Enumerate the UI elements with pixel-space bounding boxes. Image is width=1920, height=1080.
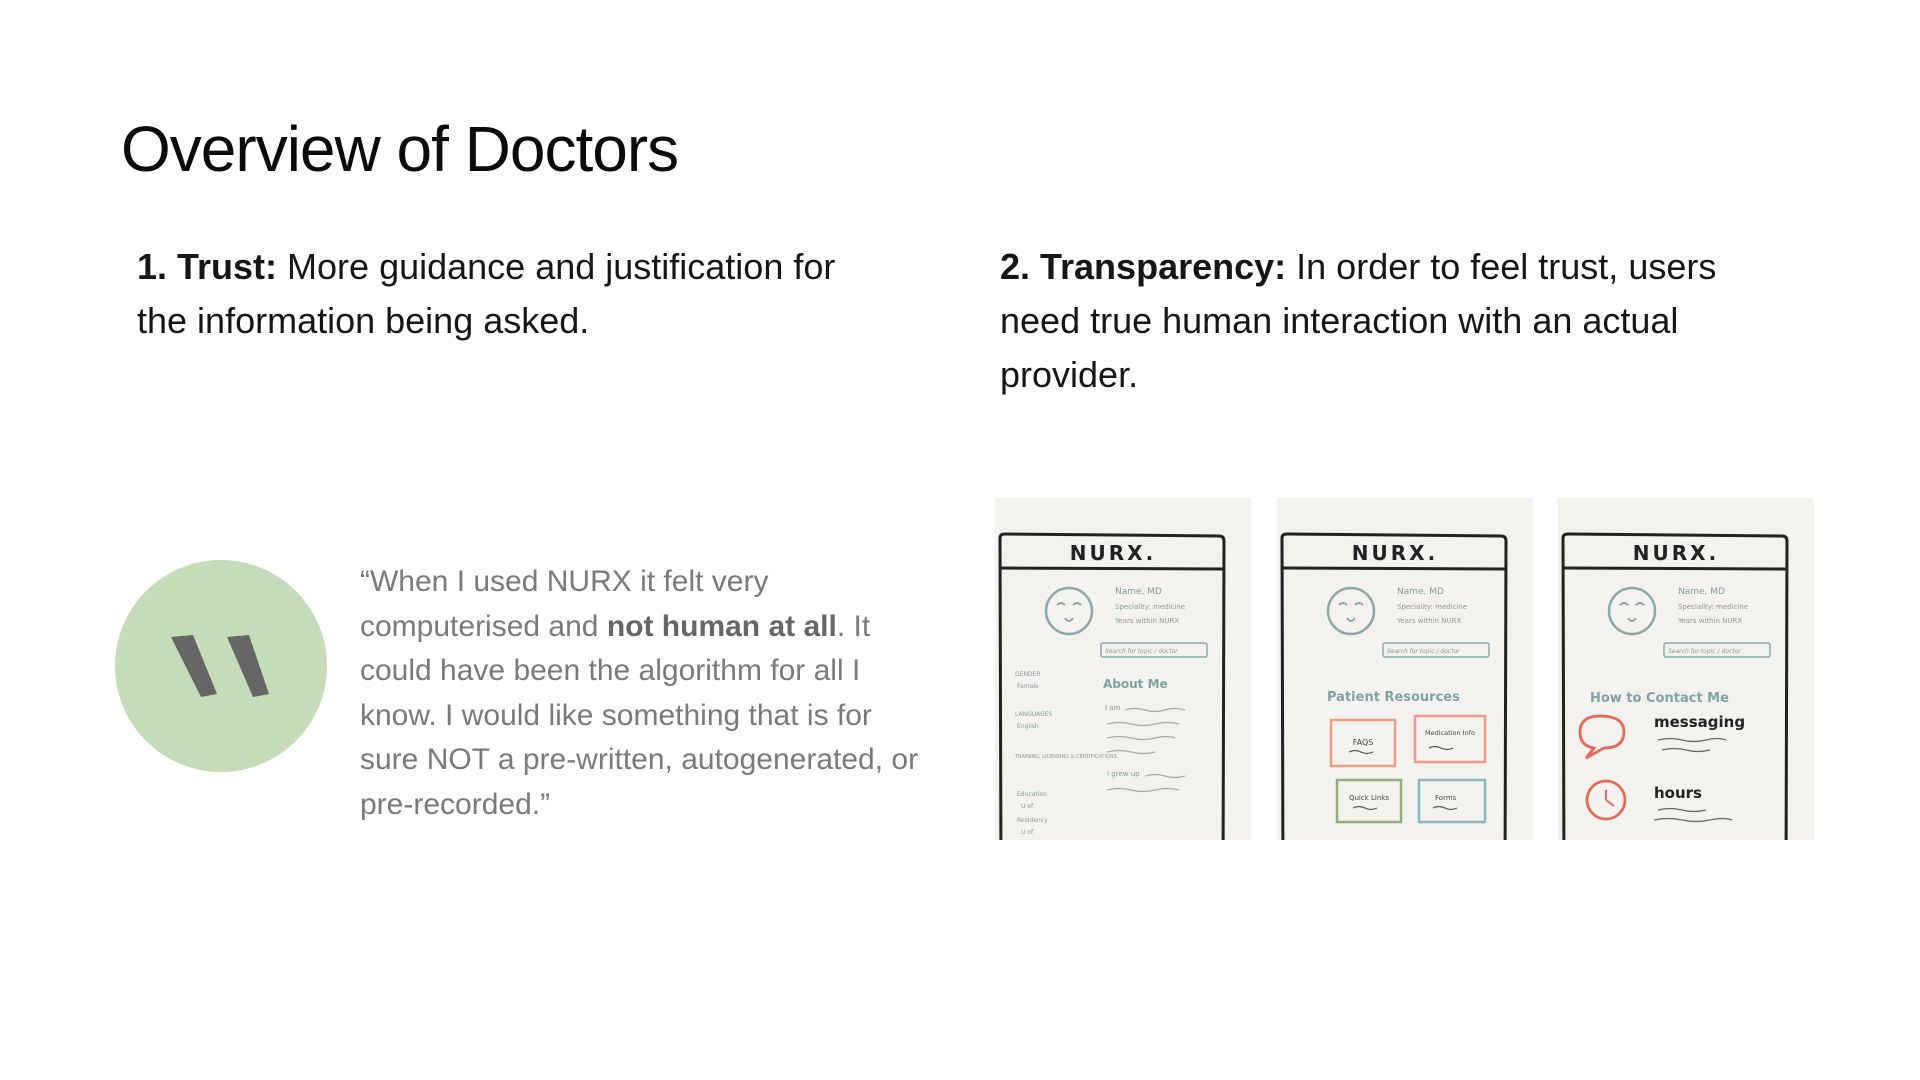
smiley-icon — [1046, 588, 1092, 634]
user-quote-part2: . It could have been the algorithm for all I know. I would like something that is for sure NOT a pre-written, autogenerated, or pre-recorded.” — [360, 609, 919, 821]
sketch-section-title: How to Contact Me — [1590, 691, 1729, 706]
sketch-patient-resources — [1277, 498, 1533, 840]
sketch-bio-line: I grew up — [1107, 770, 1140, 778]
sketch-specialty: Speciality: medicine — [1678, 603, 1749, 611]
sketch-sidebar-item: Education — [1017, 791, 1047, 798]
insight-trust-text: More guidance and justification for the information being asked. — [137, 246, 836, 341]
smiley-icon — [1328, 588, 1374, 634]
sketch-sidebar-item: U of — [1021, 803, 1034, 810]
sketch-sidebar-item: U of — [1021, 829, 1034, 836]
sketch-sidebar-item: LANGUAGES — [1015, 711, 1053, 718]
smiley-icon — [1609, 588, 1655, 634]
insight-transparency — [1000, 240, 1760, 402]
sketch-search-input: Search for topic / doctor — [1105, 648, 1178, 655]
sketch-contact-item: hours — [1654, 784, 1702, 802]
sketch-about-me — [995, 498, 1251, 840]
sketch-tenure: Years within NURX — [1678, 617, 1743, 625]
quote-icon — [115, 560, 327, 772]
sketch-search-input: Search for topic / doctor — [1668, 648, 1741, 655]
insight-trust-label: 1. Trust: — [137, 246, 278, 287]
sketch-tile-label: Forms — [1435, 794, 1457, 802]
sketch-brand: NURX. — [1351, 541, 1439, 565]
sketch-specialty: Speciality: medicine — [1115, 603, 1186, 611]
sketch-contact-item: messaging — [1654, 713, 1746, 731]
sketch-tenure: Years within NURX — [1115, 617, 1180, 625]
sketch-sidebar-item: Female — [1017, 683, 1039, 690]
sketch-name: Name, MD — [1678, 587, 1725, 597]
sketch-brand: NURX. — [1069, 541, 1157, 565]
sketch-search-input: Search for topic / doctor — [1387, 648, 1460, 655]
sketch-name: Name, MD — [1115, 587, 1162, 597]
sketch-section-title: About Me — [1103, 677, 1168, 691]
sketch-sidebar-item: Residency — [1017, 817, 1048, 824]
speech-bubble-icon — [1580, 716, 1624, 758]
sketch-section-title: Patient Resources — [1327, 690, 1460, 705]
clock-icon — [1587, 781, 1625, 819]
insight-trust — [137, 240, 857, 348]
sketch-contact — [1558, 498, 1814, 840]
quote-badge — [115, 560, 327, 772]
user-quote — [360, 560, 920, 827]
insight-transparency-label: 2. Transparency: — [1000, 246, 1287, 287]
sketch-bio-line: I am — [1105, 704, 1121, 712]
sketch-specialty: Speciality: medicine — [1397, 603, 1468, 611]
page-title: Overview of Doctors — [121, 113, 679, 185]
sketch-tile-label: Quick Links — [1348, 794, 1390, 802]
sketch-sidebar-item: TRAINING, LICENSING & CERTIFICATIONS — [1015, 754, 1117, 760]
sketch-brand: NURX. — [1632, 541, 1720, 565]
user-quote-emphasis: not human at all — [606, 609, 837, 643]
sketch-sidebar-item: English — [1017, 723, 1039, 730]
sketch-tile-label: FAQS — [1352, 738, 1374, 747]
user-quote-part1: “When I used NURX it felt very computerised and — [360, 565, 769, 643]
insight-transparency-text: In order to feel trust, users need true human interaction with an actual provider. — [1000, 246, 1717, 395]
sketch-tile-label: Medication Info — [1425, 729, 1475, 737]
sketch-sidebar-item: GENDER — [1015, 671, 1041, 678]
sketch-tenure: Years within NURX — [1397, 617, 1462, 625]
sketch-name: Name, MD — [1397, 587, 1444, 597]
